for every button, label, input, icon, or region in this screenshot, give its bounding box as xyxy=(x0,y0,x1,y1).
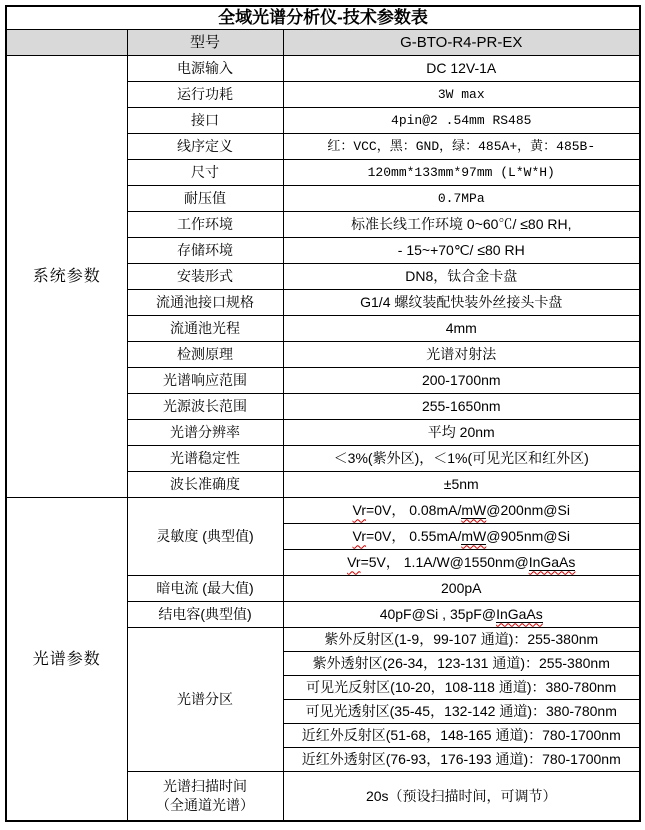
value-text: =0V， 0.08mA/ xyxy=(366,502,462,519)
value-text: =0V， 0.55mA/ xyxy=(366,528,462,545)
param-label: 线序定义 xyxy=(127,134,283,160)
param-value: DC 12V-1A xyxy=(283,56,640,82)
param-value: 0.7MPa xyxy=(283,186,640,212)
param-label: 光源波长范围 xyxy=(127,394,283,420)
underlined-token: mW xyxy=(461,502,487,519)
param-value: 120mm*133mm*97mm (L*W*H) xyxy=(283,160,640,186)
table-row xyxy=(6,56,640,82)
group-label-spectral: 光谱参数 xyxy=(6,498,127,821)
param-value: ±5nm xyxy=(283,472,640,498)
param-label: 电源输入 xyxy=(127,56,283,82)
spellcheck-token: Vr xyxy=(347,554,361,571)
param-label: 暗电流 (最大值) xyxy=(127,576,283,602)
spellcheck-token: Vr xyxy=(352,502,367,519)
param-label: 存储环境 xyxy=(127,238,283,264)
param-value: 平均 20nm xyxy=(283,420,640,446)
partition-value: 可见光透射区(35-45，132-142 通道)：380-780nm xyxy=(283,700,640,724)
partition-value: 紫外反射区(1-9，99-107 通道)：255-380nm xyxy=(283,628,640,652)
scan-time-value: 20s（预设扫描时间，可调节） xyxy=(283,772,640,821)
value-text: @200nm@Si xyxy=(486,502,570,519)
sensitivity-value xyxy=(283,524,640,550)
param-value: 标准长线工作环境 0~60℃/ ≤80 RH, xyxy=(283,212,640,238)
param-label: 波长准确度 xyxy=(127,472,283,498)
param-value: 255-1650nm xyxy=(283,394,640,420)
param-value: 光谱对射法 xyxy=(283,342,640,368)
spellcheck-token: Vr xyxy=(352,528,367,545)
param-label: 检测原理 xyxy=(127,342,283,368)
underlined-token: InGaAs xyxy=(528,554,576,571)
param-label: 安装形式 xyxy=(127,264,283,290)
group-label-system: 系统参数 xyxy=(6,56,127,498)
param-label: 光谱分辨率 xyxy=(127,420,283,446)
model-row-spacer-cell xyxy=(6,30,127,56)
param-value: 4pin@2 .54mm RS485 xyxy=(283,108,640,134)
param-label: 接口 xyxy=(127,108,283,134)
title-row xyxy=(6,6,640,30)
param-value: 200-1700nm xyxy=(283,368,640,394)
partition-value: 近红外透射区(76-93，176-193 通道)：780-1700nm xyxy=(283,748,640,772)
param-label: 流通池光程 xyxy=(127,316,283,342)
model-value: G-BTO-R4-PR-EX xyxy=(283,30,640,56)
param-value: 4mm xyxy=(283,316,640,342)
param-value: 3W max xyxy=(283,82,640,108)
sensitivity-value xyxy=(283,550,640,576)
underlined-token: mW xyxy=(461,528,487,545)
page-title: 全域光谱分析仪-技术参数表 xyxy=(6,6,640,30)
spec-table xyxy=(5,5,641,822)
param-label: 结电容(典型值) xyxy=(127,602,283,628)
param-value: - 15~+70℃/ ≤80 RH xyxy=(283,238,640,264)
underlined-token: InGaAs xyxy=(496,606,543,623)
scan-time-label-line2: （全通道光谱） xyxy=(156,797,254,814)
model-label: 型号 xyxy=(127,30,283,56)
partition-value: 可见光反射区(10-20，108-118 通道)：380-780nm xyxy=(283,676,640,700)
param-label: 光谱响应范围 xyxy=(127,368,283,394)
partition-value: 紫外透射区(26-34，123-131 通道)：255-380nm xyxy=(283,652,640,676)
param-value: ＜3%(紫外区)，＜1%(可见光区和红外区) xyxy=(283,446,640,472)
model-row xyxy=(6,30,640,56)
param-label: 运行功耗 xyxy=(127,82,283,108)
param-value: G1/4 螺纹装配快装外丝接头卡盘 xyxy=(283,290,640,316)
param-value: 红：VCC，黑：GND，绿：485A+，黄：485B- xyxy=(283,134,640,160)
scan-time-label-line1: 光谱扫描时间 xyxy=(163,778,247,795)
partition-label: 光谱分区 xyxy=(127,628,283,772)
param-value: DN8，钛合金卡盘 xyxy=(283,264,640,290)
table-row xyxy=(6,498,640,524)
sensitivity-label: 灵敏度 (典型值) xyxy=(127,498,283,576)
param-value: 200pA xyxy=(283,576,640,602)
param-label: 流通池接口规格 xyxy=(127,290,283,316)
value-text: 40pF@Si , 35pF@ xyxy=(379,606,497,623)
param-value xyxy=(283,602,640,628)
param-label: 尺寸 xyxy=(127,160,283,186)
param-label: 耐压值 xyxy=(127,186,283,212)
value-text: =5V， 1.1A/W@1550nm@ xyxy=(360,554,529,571)
partition-value: 近红外反射区(51-68，148-165 通道)：780-1700nm xyxy=(283,724,640,748)
value-text: @905nm@Si xyxy=(486,528,570,545)
param-label: 光谱稳定性 xyxy=(127,446,283,472)
sensitivity-value xyxy=(283,498,640,524)
scan-time-label xyxy=(127,772,283,821)
param-label: 工作环境 xyxy=(127,212,283,238)
